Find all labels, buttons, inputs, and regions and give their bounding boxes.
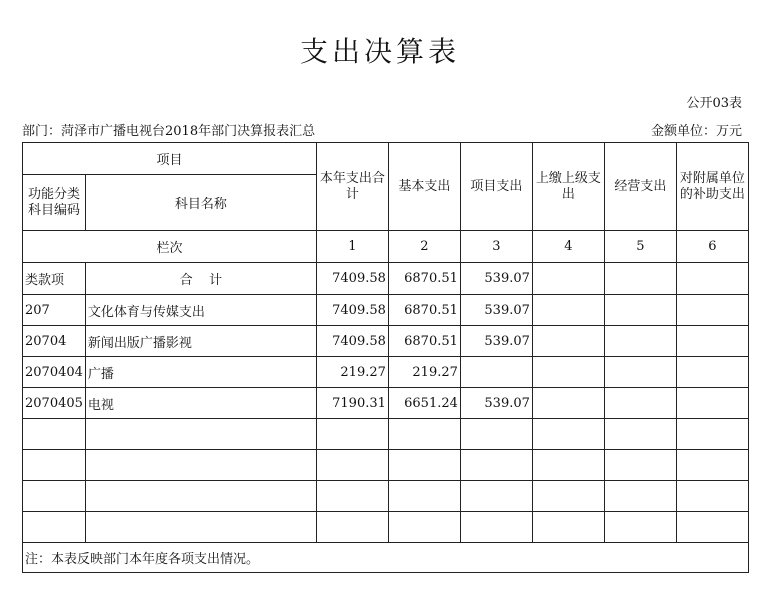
row-upper bbox=[532, 388, 604, 419]
row-project: 539.07 bbox=[460, 388, 532, 419]
total-upper bbox=[532, 263, 604, 295]
row-business bbox=[604, 357, 676, 388]
row-total: 7190.31 bbox=[316, 388, 388, 419]
row-total: 7409.58 bbox=[316, 295, 388, 326]
total-project: 539.07 bbox=[460, 263, 532, 295]
header-row-1 bbox=[23, 143, 749, 175]
note-row bbox=[23, 543, 749, 573]
header-upper: 上缴上级支出 bbox=[532, 143, 604, 231]
row-name: 广播 bbox=[85, 357, 316, 388]
row-business bbox=[604, 388, 676, 419]
total-code: 类款项 bbox=[23, 263, 86, 295]
empty-row bbox=[23, 481, 749, 512]
row-upper bbox=[532, 357, 604, 388]
empty-row bbox=[23, 450, 749, 481]
total-row bbox=[23, 263, 749, 295]
table-note: 注：本表反映部门本年度各项支出情况。 bbox=[23, 543, 749, 573]
col-num-3: 3 bbox=[460, 231, 532, 263]
total-business bbox=[604, 263, 676, 295]
table-row bbox=[23, 295, 749, 326]
empty-row bbox=[23, 419, 749, 450]
row-total: 7409.58 bbox=[316, 326, 388, 357]
amount-unit-label: 金额单位：万元 bbox=[650, 124, 742, 139]
row-total: 219.27 bbox=[316, 357, 388, 388]
row-upper bbox=[532, 295, 604, 326]
header-subsidy: 对附属单位的补助支出 bbox=[676, 143, 748, 231]
row-subsidy bbox=[676, 295, 748, 326]
row-code: 207 bbox=[23, 295, 86, 326]
expenditure-table bbox=[22, 142, 749, 573]
total-amount: 7409.58 bbox=[316, 263, 388, 295]
page-title: 支出决算表 bbox=[299, 35, 460, 68]
row-basic: 6870.51 bbox=[388, 295, 460, 326]
total-name: 合 计 bbox=[85, 263, 316, 295]
row-project: 539.07 bbox=[460, 326, 532, 357]
table-row bbox=[23, 357, 749, 388]
empty-row bbox=[23, 512, 749, 543]
col-num-2: 2 bbox=[388, 231, 460, 263]
row-basic: 219.27 bbox=[388, 357, 460, 388]
row-name: 电视 bbox=[85, 388, 316, 419]
column-number-row bbox=[23, 231, 749, 263]
row-subsidy bbox=[676, 388, 748, 419]
row-project bbox=[460, 357, 532, 388]
row-name: 文化体育与传媒支出 bbox=[85, 295, 316, 326]
row-business bbox=[604, 295, 676, 326]
header-item: 项目 bbox=[23, 143, 317, 175]
row-code: 20704 bbox=[23, 326, 86, 357]
header-business: 经营支出 bbox=[604, 143, 676, 231]
row-subsidy bbox=[676, 357, 748, 388]
row-label: 栏次 bbox=[23, 231, 317, 263]
col-num-4: 4 bbox=[532, 231, 604, 263]
row-name: 新闻出版广播影视 bbox=[85, 326, 316, 357]
row-code: 2070404 bbox=[23, 357, 86, 388]
form-number: 公开03表 bbox=[686, 96, 742, 111]
header-basic: 基本支出 bbox=[388, 143, 460, 231]
row-business bbox=[604, 326, 676, 357]
row-project: 539.07 bbox=[460, 295, 532, 326]
row-basic: 6870.51 bbox=[388, 326, 460, 357]
row-code: 2070405 bbox=[23, 388, 86, 419]
header-project: 项目支出 bbox=[460, 143, 532, 231]
row-subsidy bbox=[676, 326, 748, 357]
table-row bbox=[23, 326, 749, 357]
row-basic: 6651.24 bbox=[388, 388, 460, 419]
header-code: 功能分类科目编码 bbox=[23, 175, 86, 231]
col-num-5: 5 bbox=[604, 231, 676, 263]
total-basic: 6870.51 bbox=[388, 263, 460, 295]
department-label: 部门：菏泽市广播电视台2018年部门决算报表汇总 bbox=[22, 124, 316, 139]
col-num-6: 6 bbox=[676, 231, 748, 263]
total-subsidy bbox=[676, 263, 748, 295]
header-name: 科目名称 bbox=[85, 175, 316, 231]
table-row bbox=[23, 388, 749, 419]
col-num-1: 1 bbox=[316, 231, 388, 263]
header-total: 本年支出合计 bbox=[316, 143, 388, 231]
row-upper bbox=[532, 326, 604, 357]
